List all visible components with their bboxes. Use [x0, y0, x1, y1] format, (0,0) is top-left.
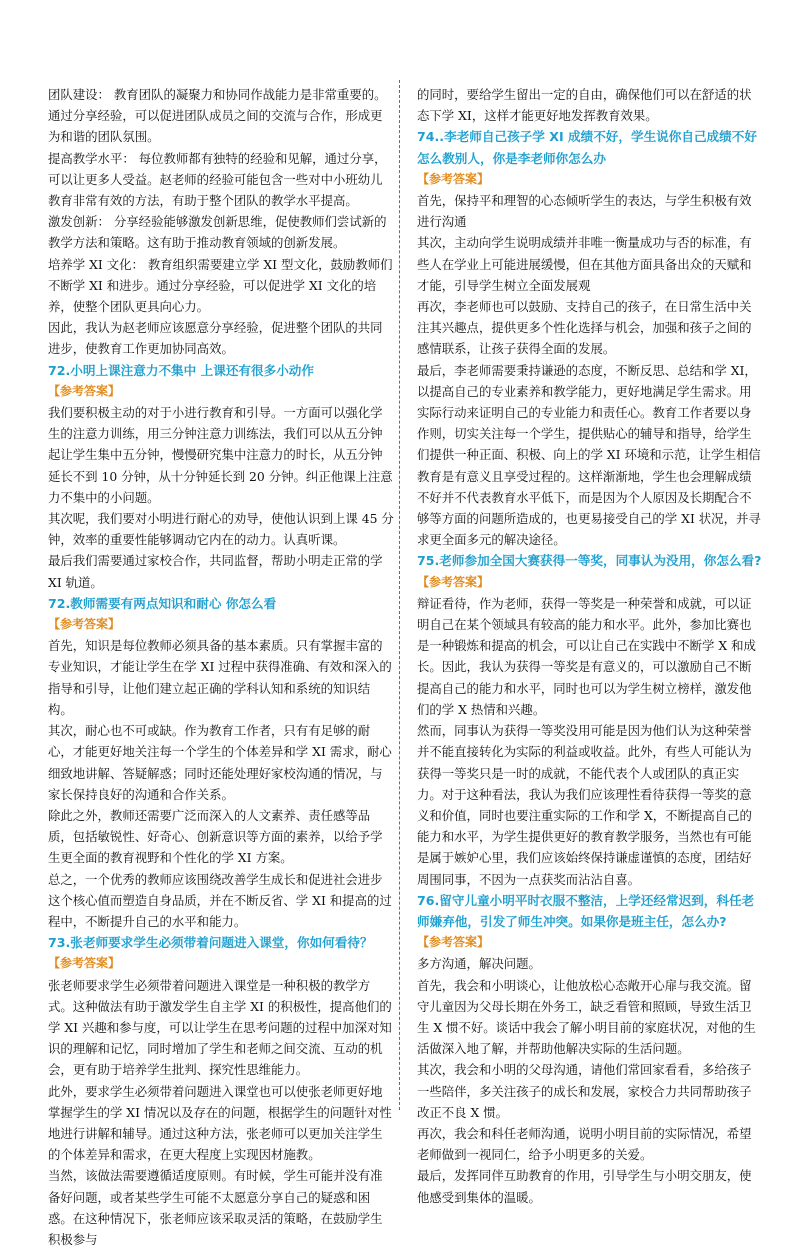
- paragraph: 其次，主动向学生说明成绩并非唯一衡量成功与否的标准，有些人在学业上可能进展缓慢，但在其他方面具备出众的天赋和才能，引导学生树立全面发展观: [417, 235, 752, 293]
- reference-answer-label: 【参考答案】: [417, 574, 490, 589]
- paragraph: 其次，耐心也不可或缺。作为教育工作者，只有有足够的耐心，才能更好地关注每一个学生的个体差异和学 XI 需求，耐心细致地讲解、答疑解惑；同时还能处理好家校沟通的情况，与家长保持良好的沟通和合作关系。: [48, 723, 392, 802]
- right-column: [417, 84, 763, 1208]
- paragraph: 当然，该做法需要遵循适度原则。有时候，学生可能并没有准备好问题，或者某些学生可能不太愿意分享自己的疑惑和困惑。在这种情况下，张老师应该采取灵活的策略，在鼓励学生积极参与: [48, 1168, 383, 1247]
- reference-answer-label: 【参考答案】: [48, 956, 121, 971]
- paragraph: 最后我们需要通过家校合作，共同监督，帮助小明走正常的学 XI 轨道。: [48, 553, 383, 590]
- paragraph: 因此，我认为赵老师应该愿意分享经验，促进整个团队的共同进步，使教育工作更加协同高效。: [48, 320, 383, 357]
- paragraph: 团队建设： 教育团队的凝聚力和协同作战能力是非常重要的。通过分享经验，可以促进团队成员之间的交流与合作，形成更为和谐的团队氛围。: [48, 87, 387, 145]
- paragraph: 我们要积极主动的对于小进行教育和引导。一方面可以强化学生的注意力训练，用三分钟注意力训练法，我们可以从五分钟起让学生集中五分钟，慢慢研究集中注意力的时长，从五分钟延长不到 10 分钟，从十分钟延长到 20 分钟。纠正他课上注意力不集中的小问题。: [48, 405, 393, 505]
- question-heading: 73.张老师要求学生必须带着问题进入课堂，你如何看待？: [48, 935, 373, 951]
- paragraph: 除此之外，教师还需要广泛而深入的人文素养、责任感等品质，包括敏锐性、好奇心、创新意识等方面的素养，以给予学生更全面的教育视野和个性化的学 XI 方案。: [48, 807, 383, 866]
- paragraph: 首先，知识是每位教师必须具备的基本素质。只有掌握丰富的专业知识，才能让学生在学 XI 过程中获得准确、有效和深入的指导和引导，让他们建立起正确的学科认知和系统的知识结构。: [48, 638, 392, 717]
- question-heading: 72.教师需要有两点知识和耐心 你怎么看: [48, 595, 277, 611]
- question-heading: 76.留守儿童小明平时衣服不整洁，上学还经常迟到，科任老师嫌弃他，引发了师生冲突。如果你是班主任，怎么办?: [417, 892, 755, 929]
- paragraph: 张老师要求学生必须带着问题进入课堂是一种积极的教学方式。这种做法有助于激发学生自主学 XI 的积极性，提高他们的学 XI 兴趣和参与度，可以让学生在思考问题的过程中加深对知识的理解和记忆，同时增加了学生和老师之间交流、互动的机会，更有助于培养学生批判、探究性思维能力。: [48, 977, 392, 1078]
- paragraph: 此外，要求学生必须带着问题进入课堂也可以使张老师更好地掌握学生的学 XI 情况以及存在的问题，根据学生的问题针对性地进行讲解和辅导。通过这种方法，张老师可以更加关注学生的个体差异和需求，在更大程度上实现因材施教。: [48, 1083, 392, 1163]
- paragraph: 辩证看待，作为老师，获得一等奖是一种荣誉和成就，可以证明自己在某个领域具有较高的能力和水平。此外，参加比赛也是一种锻炼和提高的机会，可以让自己在实践中不断学 X 和成长。因此，我认为获得一等奖是有意义的，可以激励自己不断提高自己的能力和水平，同时也可以为学生树立榜样，激发他们的学 X 热情和兴趣。: [417, 595, 756, 717]
- left-column: [48, 84, 394, 1250]
- paragraph: 多方沟通，解决问题。: [417, 956, 541, 972]
- paragraph: 首先，保持平和理智的心态倾听学生的表达，与学生积极有效进行沟通: [417, 193, 752, 230]
- reference-answer-label: 【参考答案】: [48, 383, 121, 398]
- paragraph: 其次呢，我们要对小明进行耐心的劝导，使他认识到上课 45 分钟，效率的重要性能够调动它内在的动力。认真听课。: [48, 511, 394, 548]
- paragraph: 的同时，要给学生留出一定的自由，确保他们可以在舒适的状态下学 XI，这样才能更好地发挥教育效果。: [417, 87, 752, 124]
- paragraph: 首先，我会和小明谈心，让他放松心态敞开心扉与我交流。留守儿童因为父母长期在外务工，缺乏看管和照顾，导致生活卫生 X 惯不好。谈话中我会了解小明目前的家庭状况，对他的生活做深入地了解，并帮助他解决实际的生活问题。: [417, 977, 756, 1057]
- paragraph: 其次，我会和小明的父母沟通，请他们常回家看看，多给孩子一些陪伴，多关注孩子的成长和发展，家校合力共同帮助孩子改正不良 X 惯。: [417, 1062, 752, 1120]
- paragraph: 然而，同事认为获得一等奖没用可能是因为他们认为这种荣誉并不能直接转化为实际的利益或收益。此外，有些人可能认为获得一等奖只是一时的成就，不能代表个人或团队的真正实力。对于这种看法，我认为我们应该理性看待获得一等奖的意义和价值，同时也要注重实际的工作和学 X，不断提高自己的能力和水平，为学生提供更好的教育教学服务，当然也有可能是属于嫉妒心里，我们应该始终保持谦虚谨慎的态度，团结好周围同事，不因为一点获奖而沾沾自喜。: [417, 723, 752, 887]
- column-divider: [399, 80, 400, 1110]
- reference-answer-label: 【参考答案】: [48, 617, 121, 632]
- paragraph: 总之，一个优秀的教师应该围绕改善学生成长和促进社会进步这个核心值而塑造自身品质，并在不断反省、学 XI 和提高的过程中，不断提升自己的水平和能力。: [48, 871, 392, 929]
- reference-answer-label: 【参考答案】: [417, 171, 490, 186]
- paragraph: 再次，我会和科任老师沟通，说明小明目前的实际情况，希望老师做到一视同仁，给予小明更多的关爱。: [417, 1125, 752, 1163]
- paragraph: 再次，李老师也可以鼓励、支持自己的孩子，在日常生活中关注其兴趣点，提供更多个性化选择与机会，加强和孩子之间的感情联系，让孩子获得全面的发展。: [417, 299, 752, 357]
- question-heading: 74..李老师自己孩子学 XI 成绩不好，学生说你自己成绩不好怎么教别人，你是李老师你怎么办: [417, 129, 757, 166]
- question-heading: 75.老师参加全国大赛获得一等奖，同事认为没用，你怎么看?: [417, 553, 762, 569]
- reference-answer-label: 【参考答案】: [417, 935, 490, 950]
- paragraph: 最后，李老师需要秉持谦逊的态度，不断反思、总结和学 XI，以提高自己的专业素养和教学能力，更好地满足学生需求。用实际行动来证明自己的专业能力和责任心。教育工作者要以身作则，切实关注每一个学生，提供贴心的辅导和指导，给学生们提供一种正面、积极、向上的学 XI 环境和示范，让学生相信教育是有意义且享受过程的。这样渐渐地，学生也会理解成绩不好并不代表教育水平低下，而是因为个人原因及长期配合不够等方面的问题所造成的，也更易接受自己的学 XI 状况，并寻求更全面多元的解决途径。: [417, 362, 761, 548]
- paragraph: 激发创新： 分享经验能够激发创新思维，促使教师们尝试新的教学方法和策略。这有助于推动教育领域的创新发展。: [48, 214, 387, 251]
- paragraph: 培养学 XI 文化： 教育组织需要建立学 XI 型文化，鼓励教师们不断学 XI 和进步。通过分享经验，可以促进学 XI 文化的培养，使整个团队更具向心力。: [48, 256, 393, 315]
- paragraph: 提高教学水平： 每位教师都有独特的经验和见解，通过分享，可以让更多人受益。赵老师的经验可能包含一些对中小班幼儿教育非常有效的方法，有助于整个团队的教学水平提高。: [48, 150, 387, 209]
- paragraph: 最后，发挥同伴互助教育的作用，引导学生与小明交朋友，使他感受到集体的温暖。: [417, 1168, 752, 1205]
- question-heading: 72.小明上课注意力不集中 上课还有很多小动作: [48, 362, 314, 378]
